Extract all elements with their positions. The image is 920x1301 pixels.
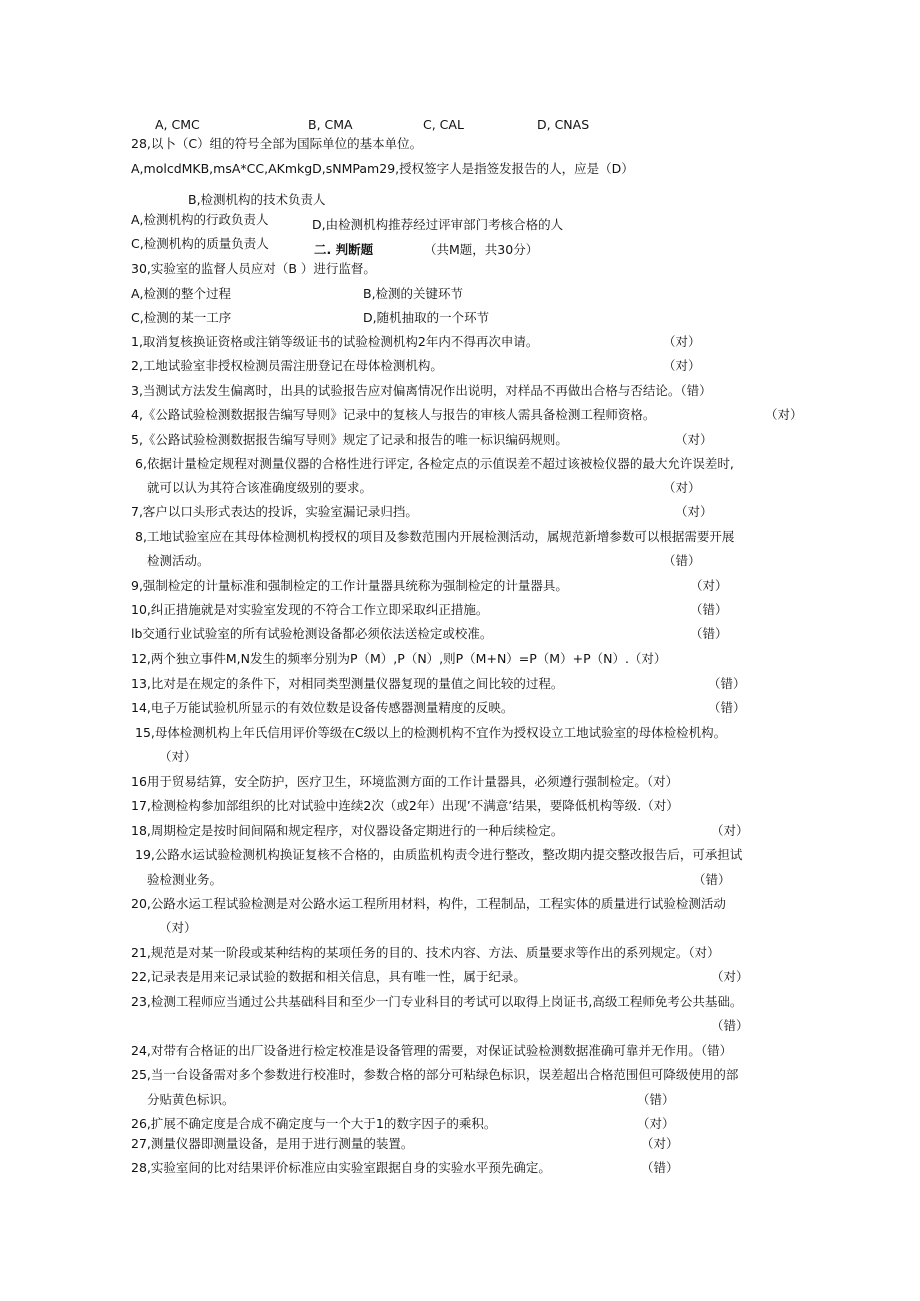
judgment-line: 6,依据计量检定规程对测量仪器的合格性进行评定, 各检定点的示值误差不超过该被检仪器的最大允许误差时, [135,456,734,471]
judgment-line: 检测活动。 [147,553,210,568]
judgment-line: 3,当测试方法发生偏离时，出具的试验报告应对偏离情况作出说明，对样品不再做出合格与否结论。（错） [131,383,712,398]
judgment-line: 28,实验室间的比对结果评价标准应由实验室跟据自身的实验水平预先确定。 [131,1160,551,1175]
judgment-line: 9,强制检定的计量标准和强制检定的工作计量器具统称为强制检定的计量器具。 [131,578,568,593]
judgment-answer: （错） [693,872,731,887]
question-30: 30,实验室的监督人员应对（B ）进行监督。 [131,261,376,276]
judgment-line: 16用于贸易结算，安全防护，医疗卫生，环境监测方面的工作计量器具，必须遵行强制检定。（对） [131,774,679,789]
judgment-line: 8,工地试验室应在其母体检测机构授权的项目及参数范围内开展检测活动，属规范新增参数可以根据需要开展 [135,529,735,544]
judgment-answer: （错） [708,700,746,715]
option-c: C, CAL [423,117,464,132]
judgment-line: 就可以认为其符合该准确度级别的要求。 [147,480,373,495]
q29-option-c: C,检测机构的质量负责人 [131,236,269,251]
option-b: B, CMA [308,117,353,132]
judgment-line: 21,规范是对某一阶段或某种结构的某项任务的目的、技术内容、方法、质量要求等作出的系列规定。（对） [131,945,720,960]
judgment-line: 23,检测工程师应当通过公共基础科目和至少一门专业科目的考试可以取得上岗证书,高级工程师免考公共基础。 [131,994,743,1009]
judgment-answer: （对） [690,578,728,593]
judgment-answer: （错） [690,626,728,641]
judgment-line: 12,两个独立事件M,N发生的频率分别为P（M）,P（N）,则P（M+N）=P（M）+P（N）.（对） [131,651,667,666]
judgment-answer: （对） [663,358,701,373]
judgment-line: 5,《公路试验检测数据报告编写导则》规定了记录和报告的唯一标识编码规则。 [131,432,568,447]
judgment-line: 26,扩展不确定度是合成不确定度与一个大于1的数字因子的乘积。 [131,1116,497,1131]
judgment-line: 27,测量仪器即测量设备，是用于进行测量的装置。 [131,1136,414,1151]
judgment-line: 验检测业务。 [147,872,223,887]
judgment-answer: （错） [711,1018,749,1033]
judgment-line: （对） [159,920,197,935]
judgment-line: 17,检测检构参加部组织的比对试验中连续2次（或2年）出现’不满意’结果，要降低机构等级.（对） [131,798,679,813]
judgment-answer: （错） [690,602,728,617]
question-28: 28,以卜（C）组的符号全部为国际单位的基本单位。 [131,136,423,151]
judgment-line: lb交通行业试验室的所有试验枪测设备都必须依法送检定或校准。 [131,626,493,641]
judgment-line: 14,电子万能试验机所显示的有效位数是设备传感器测量精度的反映。 [131,700,514,715]
judgment-answer: （错） [663,553,701,568]
option-a: A, CMC [155,117,200,132]
section-title: 二. 判断题 [314,242,374,257]
judgment-answer: （对） [641,1136,679,1151]
judgment-line: 19,公路水运试验检测机构换证复核不合格的，由质监机构责令进行整改，整改期内提交整改报告后，可承担试 [135,847,743,862]
section-note: （共M题，共30分） [424,242,539,257]
q30-option-b: B,检测的关键环节 [363,286,464,301]
judgment-answer: （对） [675,504,713,519]
q30-option-d: D,随机抽取的一个环节 [363,310,490,325]
judgment-answer: （对） [663,480,701,495]
judgment-answer: （对） [711,969,749,984]
q29-option-d: D,由检测机构推荐经过评审部门考核合格的人 [312,217,564,232]
judgment-answer: （对） [675,432,713,447]
q30-option-c: C,检测的某一工序 [131,310,232,325]
q29-option-a: A,检测机构的行政负责人 [131,212,269,227]
q30-option-a: A,检测的整个过程 [131,286,232,301]
judgment-line: 2,工地试验室非授权检测员需注册登记在母体检测机构。 [131,358,443,373]
judgment-line: 7,客户以口头形式表达的投诉，实验室漏记录归挡。 [131,504,418,519]
judgment-answer: （错） [637,1092,675,1107]
judgment-answer: （对） [711,823,749,838]
judgment-answer: （对） [637,1116,675,1131]
judgment-answer: （对） [663,334,701,349]
judgment-line: 分贴黄色标识。 [147,1092,235,1107]
judgment-line: 20,公路水运工程试验检测是对公路水运工程所用材料，构件，工程制品，工程实体的质量进行试验检测活动 [131,896,726,911]
judgment-line: 24,对带有合格证的出厂设备进行检定校准是设备管理的需要，对保证试验检测数据准确可靠并无作用。（错） [131,1043,733,1058]
judgment-answer: （错） [641,1160,679,1175]
judgment-answer: （对） [765,407,803,422]
judgment-answer: （错） [708,676,746,691]
judgment-line: 18,周期检定是按时间间隔和规定程序，对仪器设备定期进行的一种后续检定。 [131,823,564,838]
judgment-line: 1,取消复核换证资格或注销等级证书的试验检测机构2年内不得再次申请。 [131,334,539,349]
judgment-line: 13,比对是在规定的条件下，对相同类型测量仪器复现的量值之间比较的过程。 [131,676,564,691]
judgment-line: 15,母体检测机构上年氏信用评价等级在C级以上的检测机构不宜作为授权设立工地试验室的母体检检机构。 [135,725,727,740]
judgment-line: 22,记录表是用来记录试验的数据和相关信息，具有唯一性，属于纪录。 [131,969,526,984]
q29-option-b: B,检测机构的技术负责人 [188,192,326,207]
q28-options-and-q29: A,molcdMKB,msA*CC,AKmkgD,sNMPam29,授权签字人是指签发报告的人，应是（D） [131,161,634,176]
judgment-line: 4,《公路试验检测数据报告编写导则》记录中的复核人与报告的审核人需具备检测工程师资格。 [131,407,656,422]
judgment-line: 25,当一台设备需对多个参数进行校准时，参数合格的部分可粘绿色标识，误差超出合格范围但可降级使用的部 [131,1067,739,1082]
judgment-line: 10,纠正措施就是对实验室发现的不符合工作立即采取纠正措施。 [131,602,489,617]
judgment-line: （对） [159,749,197,764]
option-d: D, CNAS [537,117,590,132]
